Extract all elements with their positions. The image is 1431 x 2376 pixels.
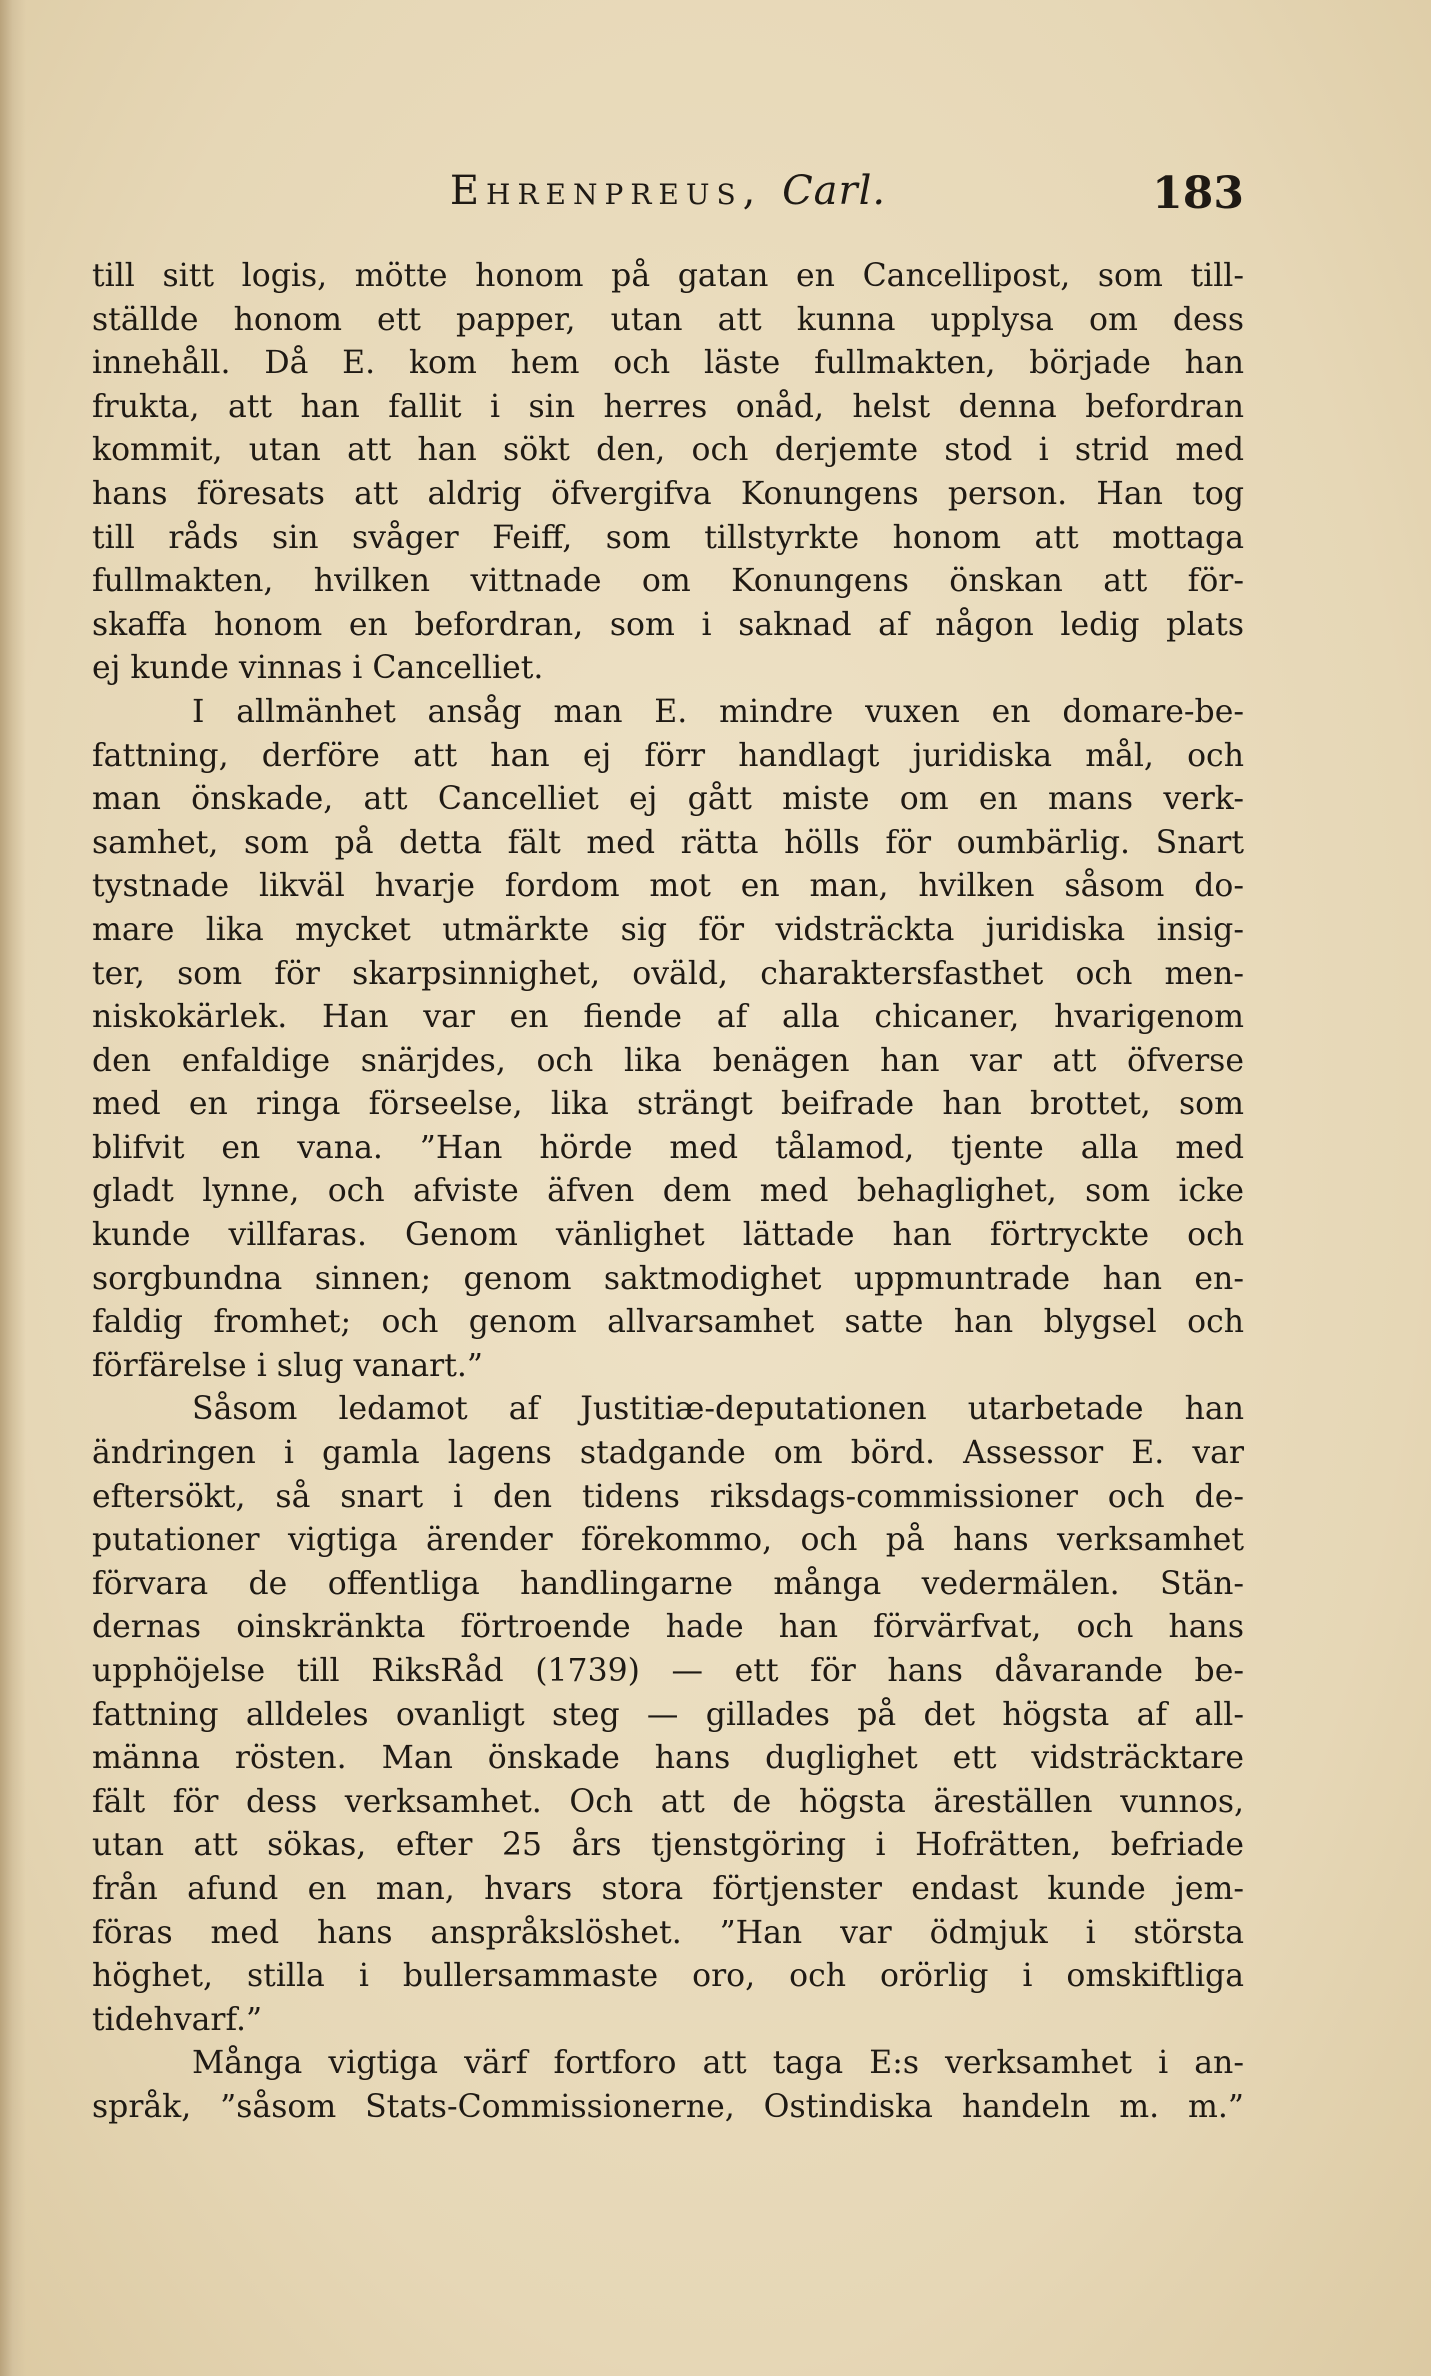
text-line: fattning alldeles ovanligt steg — gillades på det högsta af all-: [92, 1696, 1244, 1733]
text-line: ställde honom ett papper, utan att kunna upplysa om dess: [92, 301, 1244, 338]
text-line: fattning, derföre att han ej förr handlagt juridiska mål, och: [92, 737, 1244, 774]
page-header: [92, 168, 1244, 228]
text-line: kunde villfaras. Genom vänlighet lättade han förtryckte och: [92, 1217, 1244, 1254]
text-line: samhet, som på detta fält med rätta hölls för oumbärlig. Snart: [92, 824, 1244, 861]
text-line: förvara de offentliga handlingarne många vedermälen. Stän-: [92, 1565, 1244, 1602]
text-line: männa rösten. Man önskade hans duglighet ett vidsträcktare: [92, 1740, 1244, 1777]
text-line: upphöjelse till RiksRåd (1739) — ett för hans dåvarande be-: [92, 1653, 1244, 1689]
text-line: frukta, att han fallit i sin herres onåd, helst denna befordran: [92, 388, 1244, 425]
binding-edge: [0, 0, 26, 2376]
text-line: ej kunde vinnas i Cancelliet.: [92, 650, 544, 687]
running-head: [92, 168, 1244, 214]
text-line: skaffa honom en befordran, som i saknad af någon ledig plats: [92, 606, 1244, 643]
text-line: dernas oinskränkta förtroende hade han förvärfvat, och hans: [92, 1609, 1244, 1646]
text-line: från afund en man, hvars stora förtjenster endast kunde jem-: [92, 1870, 1244, 1907]
text-line: till sitt logis, mötte honom på gatan en Cancellipost, som till-: [92, 258, 1244, 294]
text-line: eftersökt, så snart i den tidens riksdags-commissioner och de-: [92, 1478, 1244, 1515]
text-line: hans föresats att aldrig öfvergifva Konungens person. Han tog: [92, 475, 1244, 512]
text-line: fullmakten, hvilken vittnade om Konungens önskan att för-: [92, 563, 1244, 600]
text-line: faldig fromhet; och genom allvarsamhet satte han blygsel och: [92, 1304, 1244, 1341]
text-line: fält för dess verksamhet. Och att de högsta äreställen vunnos,: [92, 1783, 1244, 1820]
text-line: blifvit en vana. ”Han hörde med tålamod, tjente alla med: [92, 1129, 1244, 1166]
text-line: ändringen i gamla lagens stadgande om börd. Assessor E. var: [92, 1435, 1244, 1472]
text-line: tidehvarf.”: [92, 2001, 263, 2038]
text-line: I allmänhet ansåg man E. mindre vuxen en domare-be-: [192, 693, 1244, 730]
text-line: man önskade, att Cancelliet ej gått miste om en mans verk-: [92, 781, 1244, 818]
text-line: till råds sin svåger Feiff, som tillstyrkte honom att mottaga: [92, 519, 1244, 556]
running-head-forename: Carl.: [782, 168, 887, 214]
text-line: sorgbundna sinnen; genom saktmodighet uppmuntrade han en-: [92, 1260, 1244, 1297]
text-line: tystnade likväl hvarje fordom mot en man, hvilken såsom do-: [92, 868, 1244, 905]
text-line: kommit, utan att han sökt den, och derjemte stod i strid med: [92, 432, 1244, 469]
page-number: 183: [1152, 168, 1244, 219]
text-line: mare lika mycket utmärkte sig för vidsträckta juridiska insig-: [92, 911, 1244, 948]
text-line: förfärelse i slug vanart.”: [92, 1347, 483, 1384]
text-line: ter, som för skarpsinnighet, oväld, charaktersfasthet och men-: [92, 955, 1244, 992]
running-head-surname: Ehrenpreus,: [449, 168, 763, 214]
text-line: språk, ”såsom Stats-Commissionerne, Ostindiska handeln m. m.”: [92, 2088, 1244, 2125]
body-text: [92, 255, 1244, 2130]
text-line: niskokärlek. Han var en fiende af alla chicaner, hvarigenom: [92, 999, 1244, 1036]
text-line: höghet, stilla i bullersammaste oro, och orörlig i omskiftliga: [92, 1958, 1244, 1995]
text-line: med en ringa förseelse, lika strängt beifrade han brottet, som: [92, 1086, 1244, 1123]
text-line: putationer vigtiga ärender förekommo, och på hans verksamhet: [92, 1522, 1244, 1559]
text-line: innehåll. Då E. kom hem och läste fullmakten, började han: [92, 345, 1244, 382]
text-line: den enfaldige snärjdes, och lika benägen han var att öfverse: [92, 1042, 1244, 1079]
text-line: Såsom ledamot af Justitiæ-deputationen utarbetade han: [192, 1391, 1244, 1428]
text-line: gladt lynne, och afviste äfven dem med behaglighet, som icke: [92, 1173, 1244, 1210]
text-line: föras med hans anspråkslöshet. ”Han var ödmjuk i största: [92, 1914, 1244, 1951]
text-line: utan att sökas, efter 25 års tjenstgöring i Hofrätten, befriade: [92, 1827, 1244, 1864]
text-line: Många vigtiga värf fortforo att taga E:s verksamhet i an-: [192, 2045, 1244, 2082]
